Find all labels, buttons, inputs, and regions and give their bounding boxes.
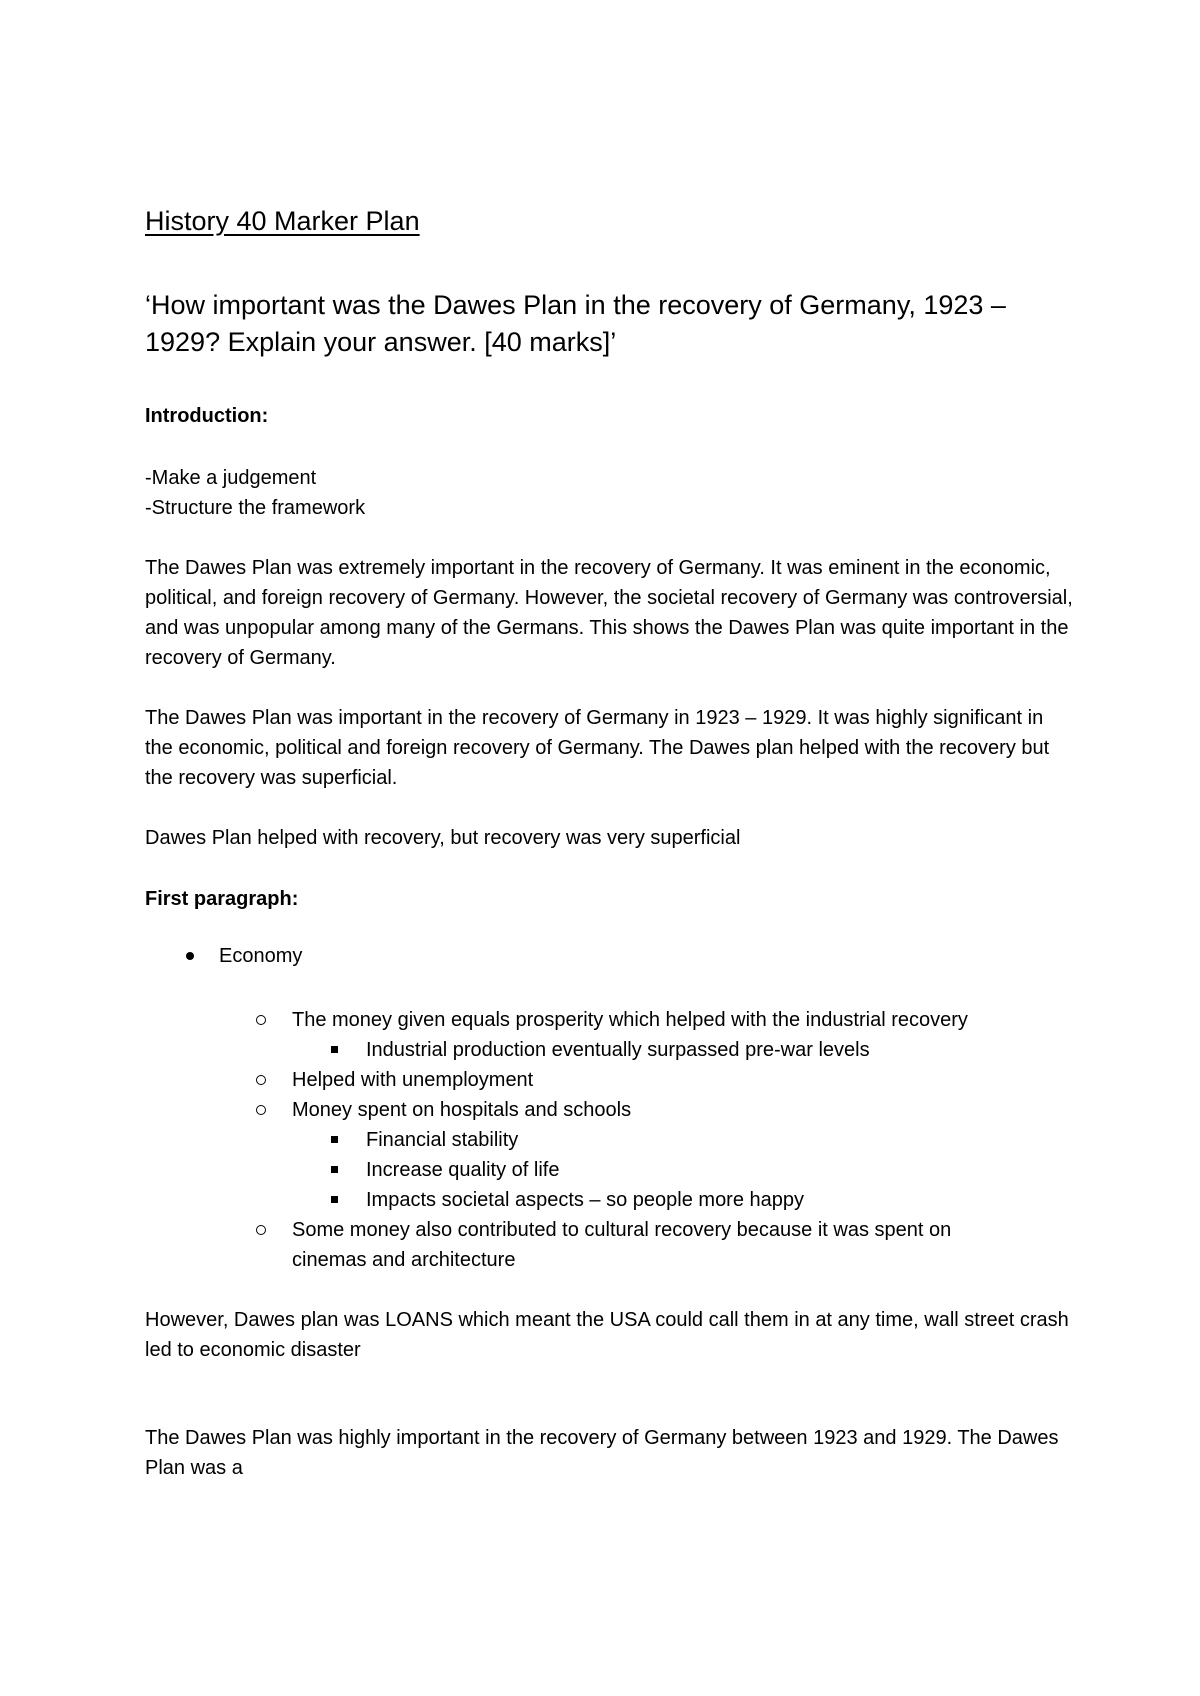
intro-paragraph: The Dawes Plan was important in the recovery of Germany in 1923 – 1929. It was highly significant in the economic, political and foreign recovery of Germany. The Dawes plan helped with the recovery but the recovery was superficial. (145, 707, 1050, 789)
bullet-square-icon (331, 1046, 338, 1053)
introduction-heading: Introduction: (145, 405, 269, 427)
list-item: Industrial production eventually surpassed pre-war levels (366, 1039, 870, 1061)
document-title: History 40 Marker Plan (145, 206, 420, 236)
however-paragraph: However, Dawes plan was LOANS which meant the USA could call them in at any time, wall street crash led to economic disaster (145, 1309, 1069, 1361)
final-paragraph: The Dawes Plan was highly important in the recovery of Germany between 1923 and 1929. The Dawes Plan was a (145, 1427, 1059, 1479)
list-item: Impacts societal aspects – so people more happy (366, 1189, 805, 1211)
bullet-circle-icon (256, 1105, 266, 1115)
list-item: Financial stability (366, 1129, 519, 1151)
bullet-square-icon (331, 1196, 338, 1203)
essay-question: ‘How important was the Dawes Plan in the recovery of Germany, 1923 – 1929? Explain your answer. [40 marks]’ (145, 290, 1006, 357)
list-item: Increase quality of life (366, 1159, 560, 1181)
first-paragraph-heading: First paragraph: (145, 888, 299, 910)
list-item-continuation: cinemas and architecture (292, 1249, 516, 1271)
list-item: Money spent on hospitals and schools (292, 1099, 632, 1121)
bullet-square-icon (331, 1166, 338, 1173)
intro-point: -Make a judgement (145, 467, 317, 489)
list-item-economy: Economy (219, 945, 303, 967)
intro-paragraph: The Dawes Plan was extremely important in the recovery of Germany. It was eminent in the economic, political, and foreign recovery of Germany. However, the societal recovery of Germany was controversial, and was unpopular among many of the Germans. This shows the Dawes Plan was quite important in the recovery of Germany. (145, 557, 1073, 669)
list-item: The money given equals prosperity which helped with the industrial recovery (292, 1009, 968, 1031)
intro-summary: Dawes Plan helped with recovery, but recovery was very superficial (145, 827, 741, 849)
bullet-circle-icon (256, 1015, 266, 1025)
list-item: Helped with unemployment (292, 1069, 534, 1091)
list-item: Some money also contributed to cultural recovery because it was spent on (292, 1219, 952, 1241)
bullet-disc-icon (186, 952, 194, 960)
bullet-circle-icon (256, 1075, 266, 1085)
intro-point: -Structure the framework (145, 497, 366, 519)
bullet-circle-icon (256, 1225, 266, 1235)
bullet-square-icon (331, 1136, 338, 1143)
